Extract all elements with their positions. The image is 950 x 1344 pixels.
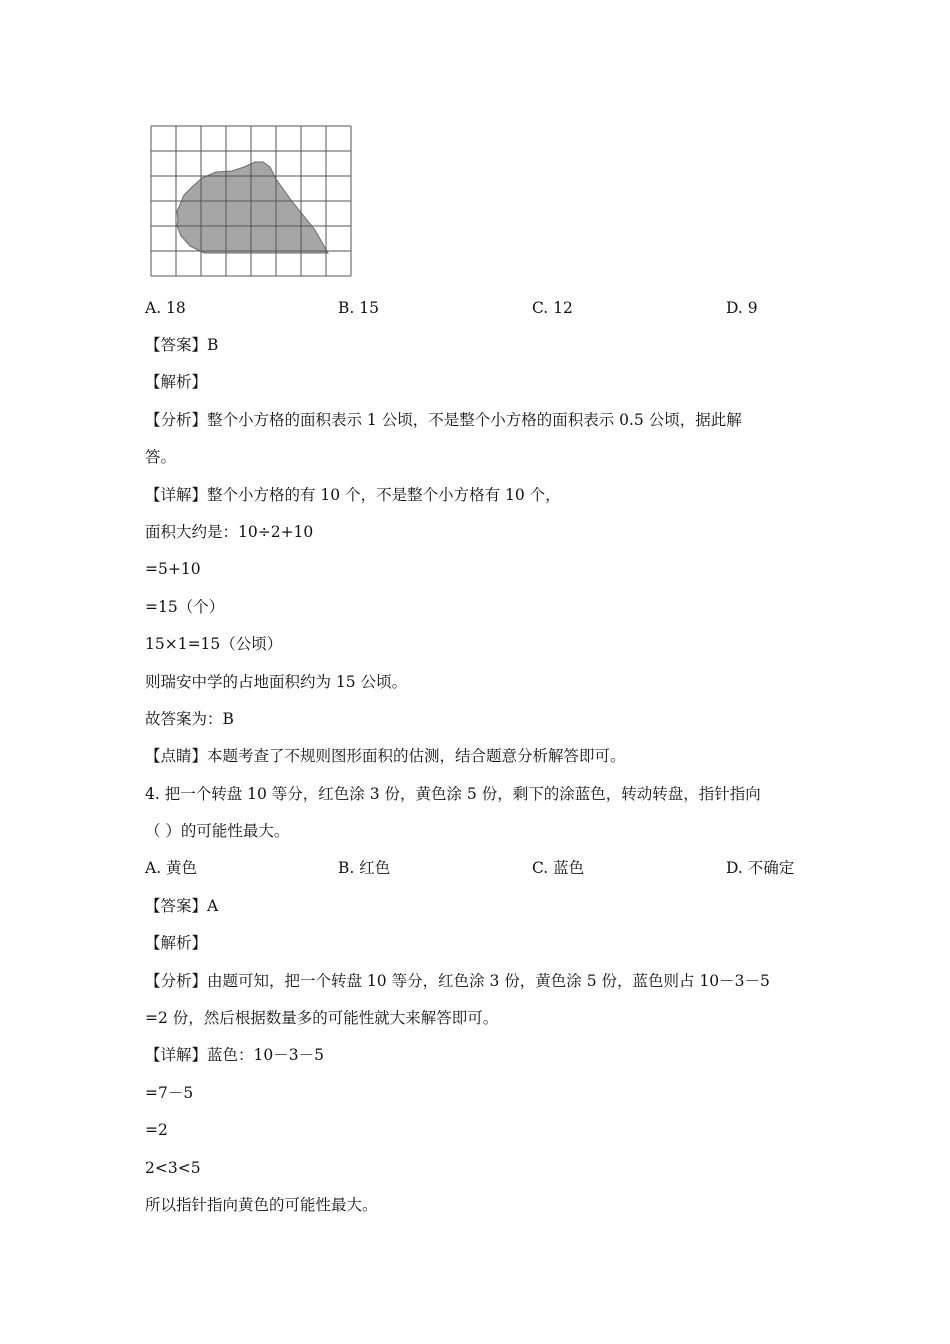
q3-option-a: A. 18	[145, 299, 186, 317]
q4-detail-line-2: =7－5	[145, 1084, 194, 1102]
q4-option-b: B. 红色	[338, 859, 391, 877]
q4-detail-line-5: 所以指针指向黄色的可能性最大。	[145, 1196, 378, 1214]
q4-detail-line-1: 【详解】蓝色：10－3－5	[145, 1046, 324, 1064]
q4-option-c: C. 蓝色	[532, 859, 585, 877]
q4-stem-line-2: （ ）的可能性最大。	[145, 822, 290, 840]
q3-answer: 【答案】B	[145, 336, 219, 354]
q4-stem-line-1: 4. 把一个转盘 10 等分，红色涂 3 份，黄色涂 5 份，剩下的涂蓝色，转动转盘，指针指向	[145, 785, 761, 803]
q3-analysis-header: 【解析】	[145, 373, 208, 391]
grid-shape-figure	[148, 124, 354, 280]
q3-options	[145, 297, 845, 319]
q4-options	[145, 857, 845, 879]
q4-analysis-header: 【解析】	[145, 934, 208, 952]
q3-detail-line-1: 【详解】整个小方格的有 10 个，不是整个小方格有 10 个，	[145, 486, 561, 504]
q3-detail-line-2: 面积大约是：10÷2+10	[145, 523, 314, 541]
q3-detail-line-6: 则瑞安中学的占地面积约为 15 公顷。	[145, 673, 408, 691]
q3-option-d: D. 9	[726, 299, 758, 317]
q4-option-d: D. 不确定	[726, 859, 795, 877]
q3-option-b: B. 15	[338, 299, 379, 317]
q3-analysis-line-1: 【分析】整个小方格的面积表示 1 公顷，不是整个小方格的面积表示 0.5 公顷，据此解	[145, 411, 742, 429]
q3-analysis-line-2: 答。	[145, 448, 177, 466]
q4-analysis-line-1: 【分析】由题可知，把一个转盘 10 等分，红色涂 3 份，黄色涂 5 份，蓝色则占 10－3－5	[145, 972, 770, 990]
q3-comment: 【点睛】本题考查了不规则图形面积的估测，结合题意分析解答即可。	[145, 747, 626, 765]
grid-figure-svg	[148, 124, 354, 280]
q4-option-a: A. 黄色	[145, 859, 198, 877]
q3-detail-line-7: 故答案为：B	[145, 710, 234, 728]
q4-answer: 【答案】A	[145, 897, 219, 915]
q3-detail-line-5: 15×1=15（公顷）	[145, 635, 283, 653]
q4-analysis-line-2: =2 份，然后根据数量多的可能性就大来解答即可。	[145, 1009, 499, 1027]
q3-option-c: C. 12	[532, 299, 573, 317]
q3-detail-line-3: =5+10	[145, 560, 201, 578]
q4-detail-line-4: 2<3<5	[145, 1159, 201, 1177]
q4-detail-line-3: =2	[145, 1121, 168, 1139]
q3-detail-line-4: =15（个）	[145, 598, 225, 616]
